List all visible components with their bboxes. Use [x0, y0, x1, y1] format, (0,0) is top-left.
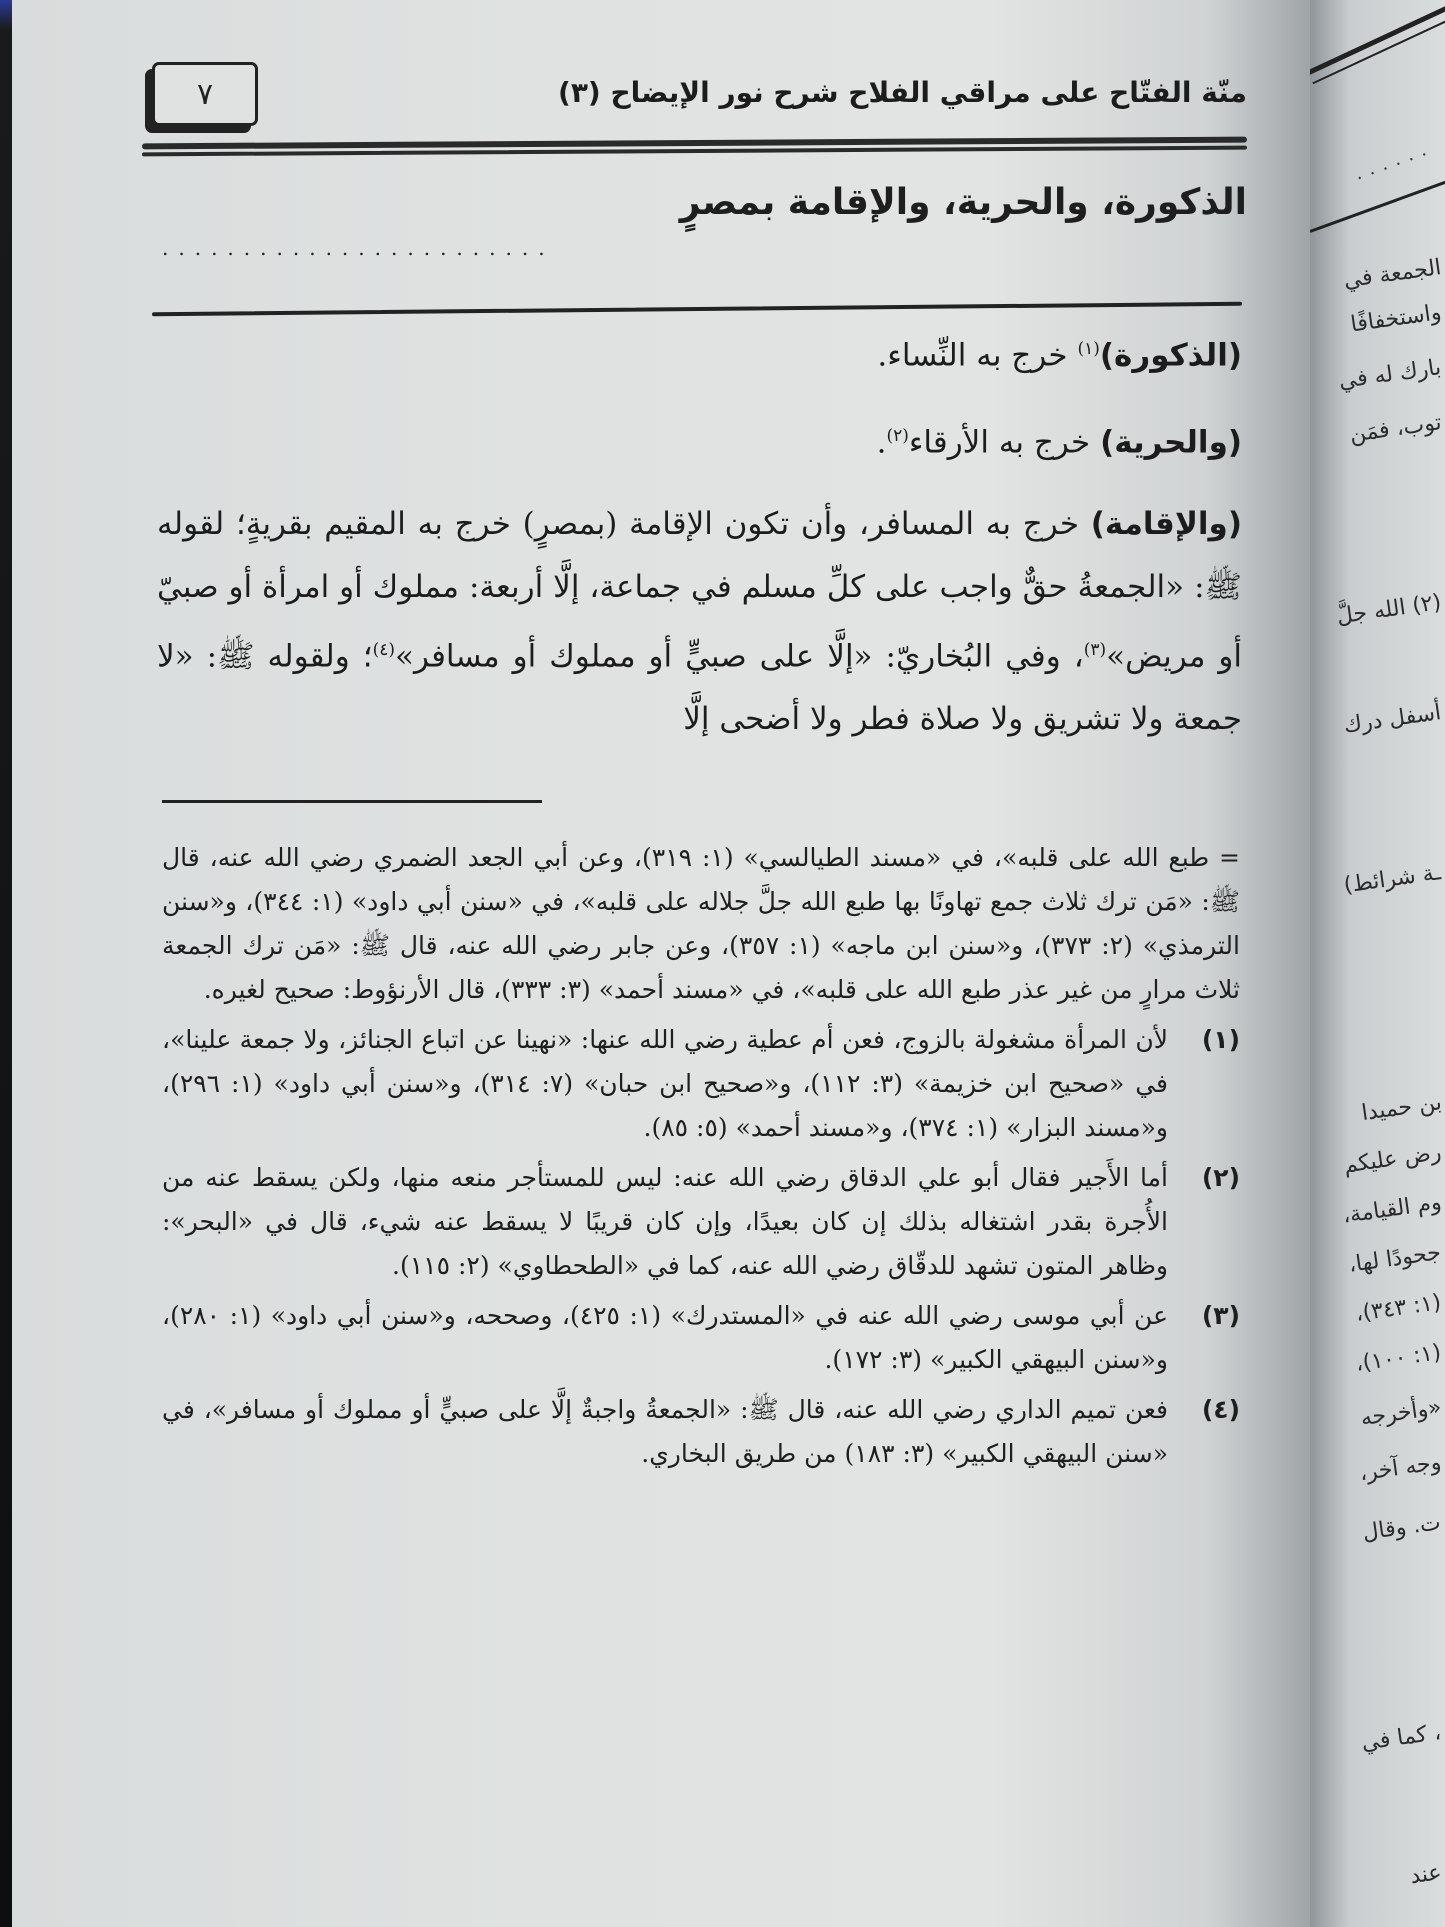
- footnotes: [162, 836, 1240, 1476]
- adjacent-fragment: (١: ١٠٠)،: [1354, 1340, 1443, 1377]
- footnote-continuation: = طبع الله على قلبه»، في «مسند الطيالسي» (١: ٣١٩)، وعن أبي الجعد الضمري رضي الله عنه، قال ﷺ: «مَن ترك ثلاث جمع تهاونًا بها طبع الله جلَّ جلاله على قلبه»، في «سنن أبي داود» (١: ٣٤٤)، و«سنن الترمذي» (٢: ٣٧٣)، و«سنن ابن ماجه» (١: ٣٥٧)، وعن جابر رضي الله عنه، قال ﷺ: «مَن ترك الجمعة ثلاث مرارٍ من غير عذر طبع الله على قلبه»، في «مسند أحمد» (٣: ٣٣٣)، قال الأرنؤوط: صحيح لغيره.: [162, 843, 1240, 1004]
- term-freedom: (والحرية): [1100, 424, 1242, 461]
- section-leader-dots: ........................: [162, 236, 555, 260]
- adjacent-page: [1310, 0, 1445, 1927]
- footnote-3: (٣) عن أبي موسى رضي الله عنه في «المستدرك» (١: ٤٢٥)، وصححه، و«سنن أبي داود» (١: ٢٨٠)، و«سنن البيهقي الكبير» (٣: ١٧٢).: [162, 1294, 1240, 1382]
- footnote-number: (٢): [1201, 1163, 1240, 1192]
- section-title: الذكورة، والحرية، والإقامة بمصرٍ: [679, 182, 1247, 223]
- term-residence: (والإقامة): [1090, 505, 1242, 542]
- adjacent-fragment: «وأخرجه: [1358, 1395, 1443, 1432]
- term-masculinity: (الذكورة): [1099, 337, 1242, 374]
- footnote-4: (٤) فعن تميم الداري رضي الله عنه، قال ﷺ: «الجمعةُ واجبةٌ إلَّا على صبيٍّ أو مملوك أو مسافر»، في «سنن البيهقي الكبير» (٣: ١٨٣) من طريق البخاري.: [162, 1388, 1240, 1476]
- footnote-1: (١) لأن المرأة مشغولة بالزوج، فعن أم عطية رضي الله عنها: «نهينا عن اتباع الجنائز، ولا جمعة علينا»، في «صحيح ابن خزيمة» (٣: ١١٢)، و«صحيح ابن حبان» (٧: ٣١٤)، و«سنن أبي داود» (١: ٢٩٦)، و«مسند البزار» (١: ٣٧٤)، و«مسند أحمد» (٥: ٨٥).: [162, 1018, 1240, 1150]
- footnote-ref-1[interactable]: (١): [1077, 339, 1100, 359]
- footnote-number: (١): [1201, 1025, 1240, 1054]
- adjacent-fragment: بارك له في: [1337, 355, 1443, 395]
- adjacent-fragment: عند: [1408, 1860, 1443, 1890]
- footnote-number: (٣): [1201, 1301, 1240, 1330]
- paragraph-residence: (والإقامة) خرج به المسافر، وأن تكون الإقامة (بمصرٍ) خرج به المقيم بقريةٍ؛ لقوله ﷺ: «الجمعةُ حقٌّ واجب على كلِّ مسلم في جماعة، إلَّا أربعة: مملوك أو امرأة أو صبيّ أو مريض»$^{(٣)}$، وفي البُخاريّ: «إلَّا على صبيٍّ أو مملوك أو مسافر»$^{(٤)}$؛ ولقوله ﷺ: «لا جمعة ولا تشريق ولا صلاة فطر ولا أضحى إلَّا: [157, 505, 1243, 737]
- footnote-2: (٢) أما الأَجير فقال أبو علي الدقاق رضي الله عنه: ليس للمستأجر منعه منها، ولكن يسقط عنه من الأُجرة بقدر اشتغاله بذلك إن كان بعيدًا، وإن كان قريبًا لا يسقط عنه شيء، قال في «البحر»: وظاهر المتون تشهد للدقّاق رضي الله عنه، كما في «الطحطاوي» (٢: ١١٥).: [162, 1156, 1240, 1288]
- footnote-separator: [162, 800, 542, 803]
- adjacent-fragment: توب، فمَن: [1347, 410, 1443, 448]
- page-header: [152, 62, 1247, 132]
- adjacent-fragment: ـة شرائط): [1342, 860, 1443, 899]
- main-text: [157, 318, 1242, 751]
- adjacent-fragment: أسفل درك: [1342, 700, 1443, 739]
- adjacent-fragment: واستخفافًا: [1349, 300, 1443, 338]
- adjacent-fragment: جحودًا لها،: [1347, 1240, 1443, 1278]
- page-number-box: [152, 62, 258, 126]
- footnote-ref-3[interactable]: (٣): [1083, 639, 1107, 660]
- book-page: [12, 0, 1312, 1927]
- paragraph-freedom: (والحرية) خرج به الأرقاء$^{(٢)}$.: [876, 424, 1242, 461]
- footnote-ref-2[interactable]: (٢): [886, 426, 909, 447]
- adjacent-rule: [1310, 175, 1445, 233]
- footnote-ref-4[interactable]: (٤): [372, 639, 396, 660]
- section-divider: [152, 302, 1242, 316]
- adjacent-fragment: الجمعة في: [1342, 255, 1443, 294]
- adjacent-fragment: ، كما في: [1360, 1720, 1443, 1756]
- adjacent-fragment: وم القيامة،: [1341, 1190, 1443, 1229]
- paragraph-masculinity: (الذكورة)$^{(١)}$ خرج به النِّساء.: [877, 337, 1242, 374]
- adjacent-fragment: (١: ٣٤٣)،: [1354, 1290, 1443, 1327]
- running-title: منّة الفتّاح على مراقي الفلاح شرح نور الإيضاح (٣): [558, 76, 1247, 109]
- header-divider: [142, 140, 1247, 154]
- adjacent-dots: ......: [1351, 136, 1437, 185]
- adjacent-fragment: ت. وقال: [1361, 1510, 1443, 1546]
- footnote-number: (٤): [1201, 1395, 1240, 1424]
- adjacent-fragment: وجه آخر،: [1358, 1450, 1443, 1487]
- adjacent-header-rule: [1310, 3, 1445, 84]
- adjacent-fragment: (٢) الله جلَّ: [1335, 590, 1443, 630]
- adjacent-fragment: بن حميدا: [1359, 1090, 1443, 1127]
- adjacent-fragment: رض عليكم: [1342, 1140, 1443, 1179]
- page-number: ٧: [196, 76, 214, 112]
